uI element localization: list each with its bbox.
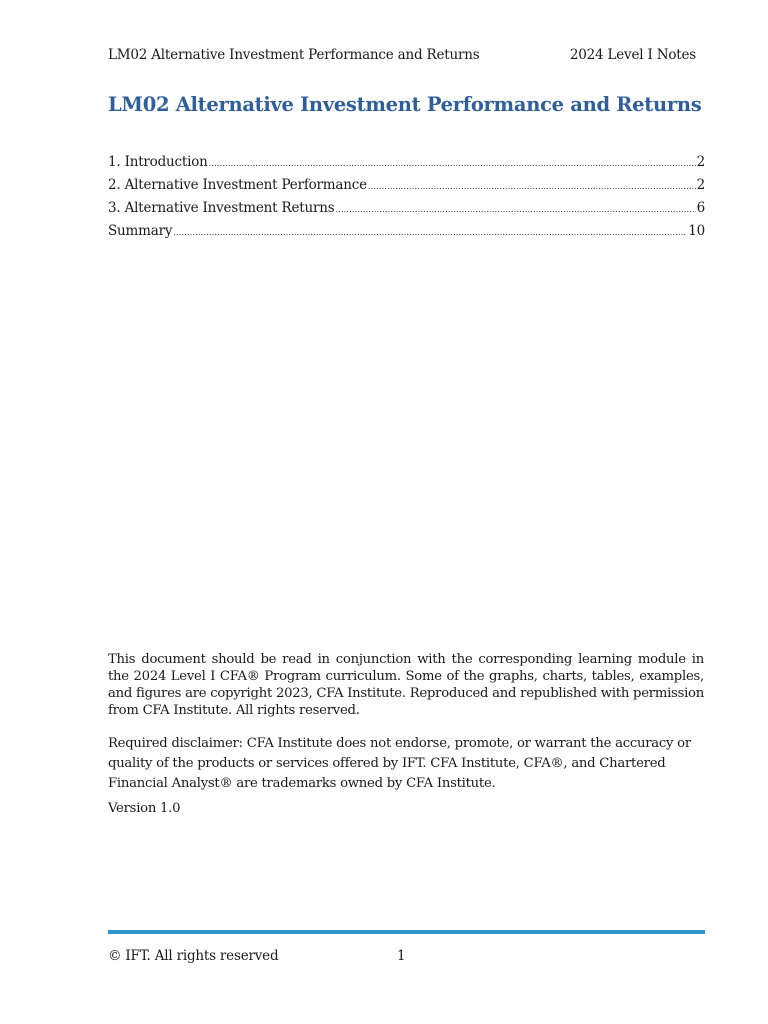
footer-copyright: © IFT. All rights reserved [108, 948, 279, 964]
table-of-contents [108, 154, 705, 246]
toc-entry-label: Summary [108, 223, 173, 239]
toc-dot-leader [368, 182, 696, 191]
toc-dot-leader [173, 228, 687, 237]
document-title: LM02 Alternative Investment Performance and Returns [108, 93, 702, 116]
footer-divider [108, 930, 705, 934]
header-level-notes: 2024 Level I Notes [569, 47, 696, 63]
toc-entry-label: 1. Introduction [108, 154, 208, 170]
toc-entry-label: 3. Alternative Investment Returns [108, 200, 335, 216]
toc-entry-page: 2 [696, 177, 705, 193]
disclaimer-paragraph: Required disclaimer: CFA Institute does not endorse, promote, or warrant the accuracy or quality of the products or services offered by IFT. CFA Institute, CFA®, and Chartered Financial Analyst® are trademarks owned by CFA Institute. [108, 736, 691, 791]
toc-entry-performance[interactable] [108, 177, 705, 200]
toc-dot-leader [209, 159, 696, 168]
toc-entry-page: 6 [696, 200, 705, 216]
toc-entry-page: 2 [696, 154, 705, 170]
usage-notice-paragraph: This document should be read in conjunction with the corresponding learning module in the 2024 Level I CFA® Program curriculum. Some of the graphs, charts, tables, examples, and figures are copyright 2023, CFA Institute. Reproduced and republished with permission from CFA Institute. All rights reserved. [108, 652, 704, 718]
toc-dot-leader [335, 205, 695, 214]
page-header [108, 47, 696, 63]
header-module-title: LM02 Alternative Investment Performance and Returns [108, 47, 480, 63]
toc-entry-label: 2. Alternative Investment Performance [108, 177, 367, 193]
toc-entry-introduction[interactable] [108, 154, 705, 177]
toc-entry-returns[interactable] [108, 200, 705, 223]
toc-entry-page: 10 [688, 223, 705, 239]
footer-page-number: 1 [397, 948, 406, 964]
version-label: Version 1.0 [108, 801, 181, 816]
toc-entry-summary[interactable] [108, 223, 705, 246]
